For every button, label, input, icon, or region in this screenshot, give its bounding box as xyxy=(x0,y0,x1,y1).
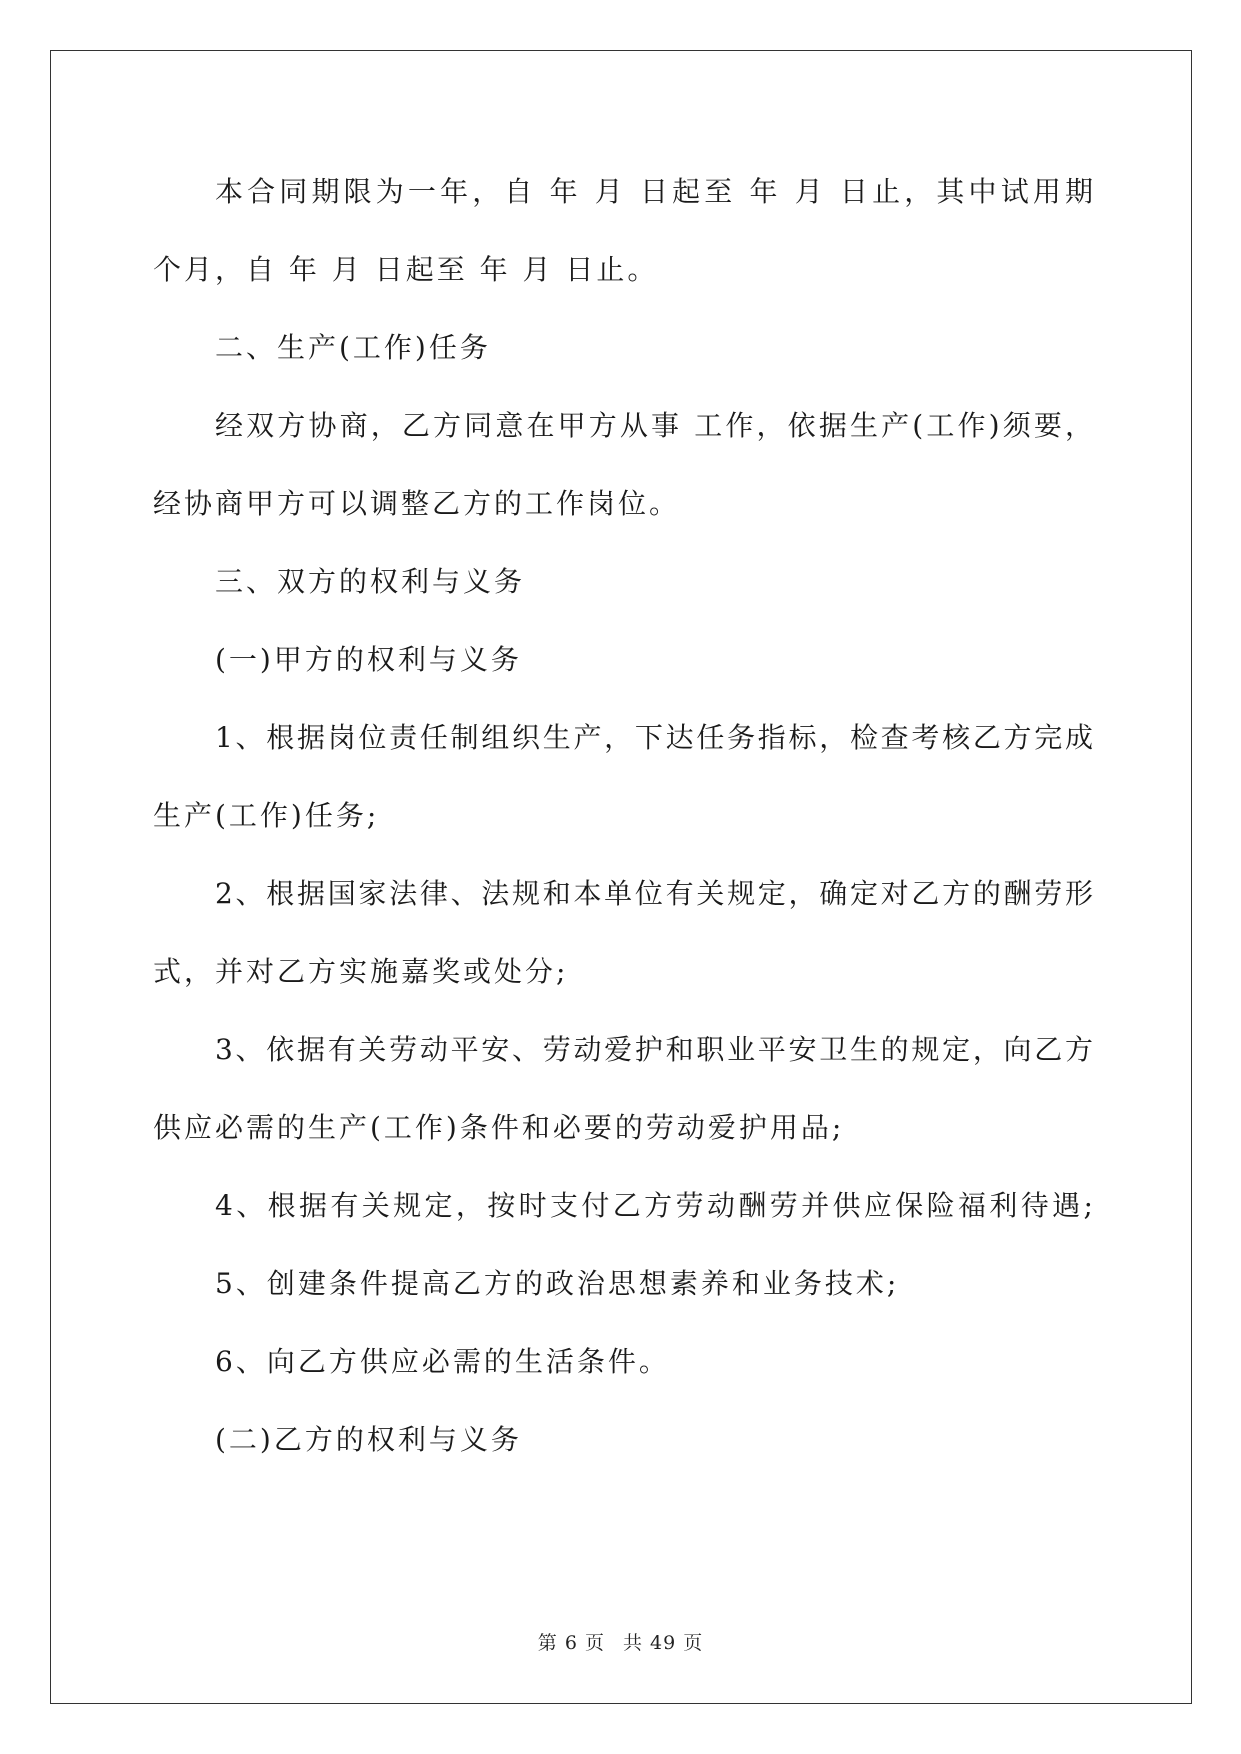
page-total: 共 49 页 xyxy=(622,1632,704,1654)
section-heading: 二、生产(工作)任务 xyxy=(215,331,491,364)
list-item: 4、根据有关规定，按时支付乙方劳动酬劳并供应保险福利待遇; xyxy=(215,1189,1093,1222)
paragraph-line: 经双方协商，乙方同意在甲方从事 工作，依据生产(工作)须要， xyxy=(215,409,1093,442)
section-heading: 三、双方的权利与义务 xyxy=(215,565,526,598)
subsection-heading: (一)甲方的权利与义务 xyxy=(215,643,522,676)
list-item: 2、根据国家法律、法规和本单位有关规定，确定对乙方的酬劳形 xyxy=(215,877,1093,910)
subsection-heading: (二)乙方的权利与义务 xyxy=(215,1423,522,1456)
list-item: 1、根据岗位责任制组织生产，下达任务指标，检查考核乙方完成 xyxy=(215,721,1093,754)
page-number: 第 6 页 xyxy=(537,1632,605,1654)
list-item: 3、依据有关劳动平安、劳动爱护和职业平安卫生的规定，向乙方 xyxy=(215,1033,1093,1066)
list-item-continuation: 供应必需的生产(工作)条件和必要的劳动爱护用品; xyxy=(153,1111,845,1144)
list-item-continuation: 生产(工作)任务; xyxy=(153,799,380,832)
paragraph-line: 本合同期限为一年，自 年 月 日起至 年 月 日止，其中试用期 xyxy=(215,175,1093,208)
list-item-continuation: 式，并对乙方实施嘉奖或处分; xyxy=(153,955,569,988)
list-item: 5、创建条件提高乙方的政治思想素养和业务技术; xyxy=(215,1267,900,1300)
paragraph-line: 经协商甲方可以调整乙方的工作岗位。 xyxy=(153,487,681,520)
page-footer xyxy=(0,1631,1241,1655)
list-item: 6、向乙方供应必需的生活条件。 xyxy=(215,1345,670,1378)
paragraph-line: 个月，自 年 月 日起至 年 月 日止。 xyxy=(153,253,659,286)
